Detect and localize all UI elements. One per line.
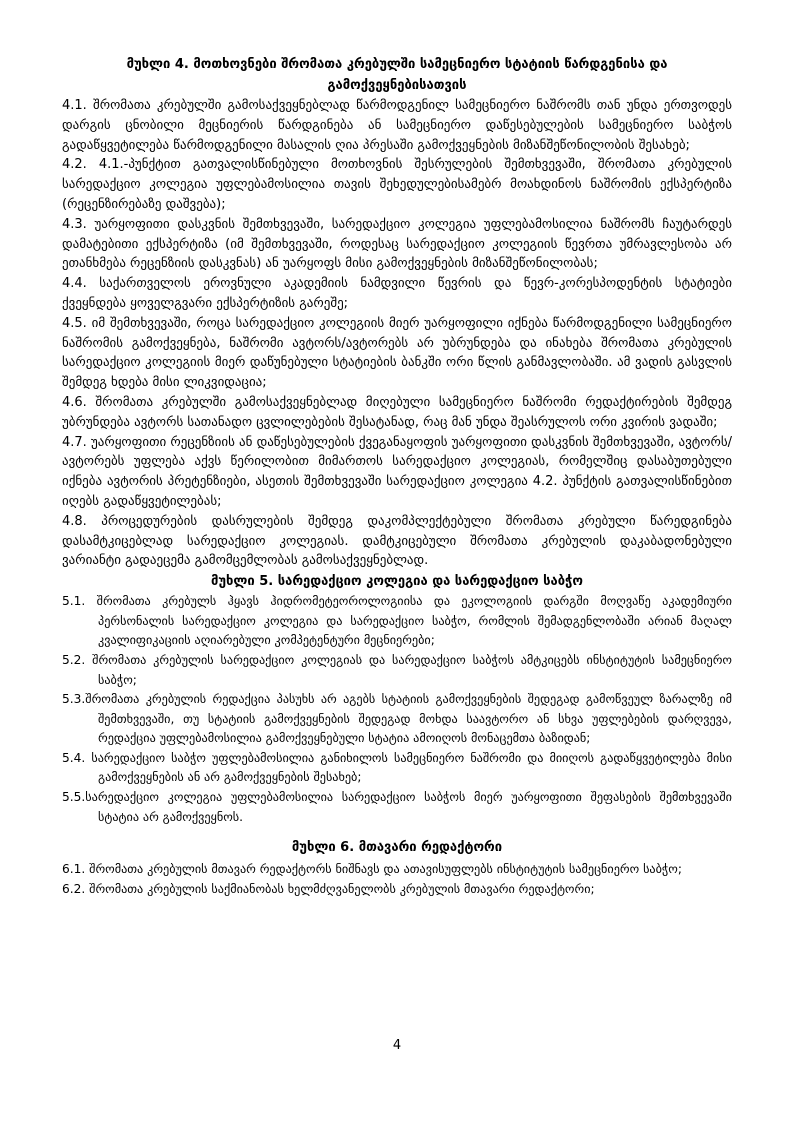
paragraph-4-1: 4.1. შრომათა კრებულში გამოსაქვეყნებლად წარმოდგენილ სამეცნიერო ნაშრომს თან უნდა ერთვოდეს დარგის ცნობილი მეცნიერის წარდგინება ან სამეცნიერო დაწესებულების სამეცნიერო საბჭოს გადაწყვეტილება წარმოდგენილი მასალის ღია პრესაში გამოქვეყნების მიზანშეწონილობის შესახებ; [62,98,732,153]
section-5-title: მუხლი 5. სარედაქციო კოლეგია და სარედაქციო საბჭო [210,574,584,590]
paragraph-4-8: 4.8. პროცედურების დასრულების შემდეგ დაკომპლექტებული შრომათა კრებული წარედგინება დასამტკიცებლად სარედაქციო კოლეგიას. დამტკიცებული შრომათა კრებულის დაკაბადონებული ვარიანტი გადაეცემა გამომცემლობას გამოსაქვეყნებლად. [62,513,732,569]
paragraph-4-4: 4.4. საქართველოს ეროვნული აკადემიის ნამდვილი წევრის და წევრ-კორესპოდენტის სტატიები ქვეყნდება ყოველგვარი ექსპერტიზის გარეშე; [62,276,732,311]
section-6-title: მუხლი 6. მთავარი რედაქტორი [291,840,503,856]
item-6-2: 6.2. შრომათა კრებულის საქმიანობას ხელმძღვანელობს კრებულის მთავარი რედაქტორი; [62,881,595,896]
paragraph-4-3: 4.3. უარყოფითი დასკვნის შემთხვევაში, სარედაქციო კოლეგია უფლებამოსილია ნაშრომს ჩაუტარდეს დამატებითი ექსპერტიზა (იმ შემთხვევაში, როდესაც სარედაქციო კოლეგიის წევრთა უმრავლესობა არ ეთანხმება რეცენზიის დასკვნას) ან უარყოფს მისი გამოქვეყნების მიზანშეწონილობას; [62,216,732,272]
paragraph-4-2: 4.2. 4.1.-პუნქტით გათვალისწინებული მოთხოვნის შესრულების შემთხვევაში, შრომათა კრებულის სარედაქციო კოლეგია უფლებამოსილია თავის შეხედულებისამებრ მოახდინოს ნაშრომის ექსპერტიზა (რეცენზირებაზე დაშვება); [62,157,732,212]
item-5-2: 5.2. შრომათა კრებულის სარედაქციო კოლეგიას და სარედაქციო საბჭოს ამტკიცებს ინსტიტუტის სამეცნიერო საბჭო; [62,652,732,687]
item-6-1: 6.1. შრომათა კრებულის მთავარ რედაქტორს ნიშნავს და ათავისუფლებს ინსტიტუტის სამეცნიერო საბჭო; [62,862,682,877]
paragraph-4-5: 4.5. იმ შემთხვევაში, როცა სარედაქციო კოლეგიის მიერ უარყოფილი იქნება წარმოდგენილი სამეცნიერო ნაშრომის გამოქვეყნება, ნაშრომი ავტორს/ავტორებს არ უბრუნდება და ინახება შრომათა კრებულის სარედაქციო კოლეგიის მიერ დაწუნებული სტატიების ბანკში ორი წლის განმავლობაში. ამ ვადის გასვლის შემდეგ ხდება მისი ლიკვიდაცია; [62,315,732,391]
item-5-4: 5.4. სარედაქციო საბჭო უფლებამოსილია განიხილოს სამეცნიერო ნაშრომი და მიიღოს გადაწყვეტილება მისი გამოქვეყნების ან არ გამოქვეყნების შესახებ; [62,750,732,785]
document-page [62,54,732,899]
paragraph-4-6: 4.6. შრომათა კრებულში გამოსაქვეყნებლად მიღებული სამეცნიერო ნაშრომი რედაქტირების შემდეგ უბრუნდება ავტორს სათანადო ცვლილებების შესატანად, რაც მან უნდა შეასრულოს ორი კვირის ვადაში; [62,394,732,430]
item-5-1: 5.1. შრომათა კრებულს ჰყავს ჰიდრომეტეოროლოგიისა და ეკოლოგიის დარგში მოღვაწე აკადემიური პერსონალის სარედაქციო კოლეგია და სარედაქციო საბჭო, რომლის შემადგენლობაში არიან მაღალ კვალიფიკაციის აღიარებული კომპეტენტური მეცნიერები; [62,594,732,648]
page-number: 4 [392,1038,402,1053]
paragraph-4-7: 4.7. უარყოფითი რეცენზიის ან დაწესებულების ქვეგანაყოფის უარყოფითი დასკვნის შემთხვევაში, ავტორს/ავტორებს უფლება აქვს წერილობით მიმართოს სარედაქციო კოლეგიას, რომელშიც დასაბუთებული იქნება ავტორის პრეტენზიები, ასეთის შემთხვევაში სარედაქციო კოლეგია 4.2. პუნქტის გათვალისწინებით იღებს გადაწყვეტილებას; [62,434,732,509]
item-5-3: 5.3.შრომათა კრებულის რედაქცია პასუხს არ აგებს სტატიის გამოქვეყნების შედეგად გამოწვეულ ზარალზე იმ შემთხვევაში, თუ სტატიის გამოქვეყნების შედეგად მოხდა საავტორო ან სხვა უფლებების დარღვევა, რედაქცია უფლებამოსილია გამოქვეყნებული სტატია ამოიღოს მონაცემთა ბაზიდან; [62,692,732,746]
item-5-5: 5.5.სარედაქციო კოლეგია უფლებამოსილია სარედაქციო საბჭოს მიერ უარყოფითი შეფასების შემთხვევაში სტატია არ გამოქვეყნოს. [62,790,732,824]
section-4-title: მუხლი 4. მოთხოვნები შრომათა კრებულში სამეცნიერო სტატიის წარდგენისა და გამოქვეყნებისათვის [126,57,668,93]
